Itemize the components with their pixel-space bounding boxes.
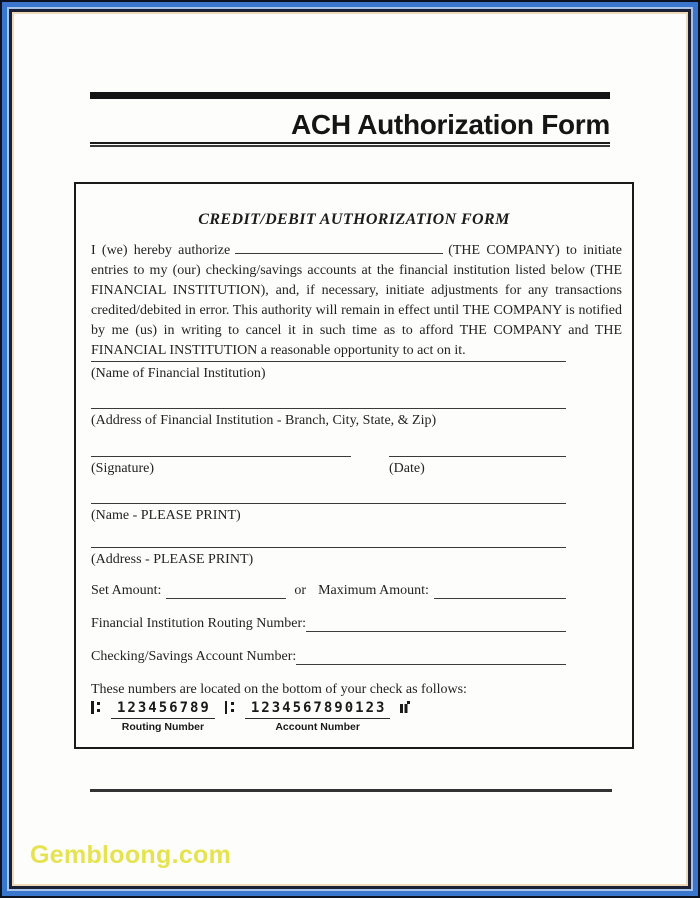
address-print-line[interactable] (91, 547, 566, 548)
micr-routing-group (111, 699, 215, 733)
amount-row (91, 583, 566, 599)
field-financial-institution-address (91, 408, 566, 429)
date-label: (Date) (389, 461, 425, 476)
financial-institution-address-line[interactable] (91, 408, 566, 409)
micr-strip (91, 699, 410, 733)
header-double-rule (90, 142, 610, 147)
name-print-label: (Name - PLEASE PRINT) (91, 508, 241, 523)
header-thick-rule (90, 92, 610, 99)
set-amount-line[interactable] (166, 583, 286, 599)
micr-account-digits: 1234567890123 (245, 700, 391, 719)
maximum-amount-line[interactable] (434, 583, 566, 599)
footer-rule (90, 789, 612, 792)
micr-onus-icon (400, 701, 410, 714)
field-date (389, 456, 566, 477)
address-print-label: (Address - PLEASE PRINT) (91, 552, 254, 567)
intro-text-before: I (we) hereby authorize (91, 243, 231, 258)
financial-institution-address-label: (Address of Financial Institution - Branch, City, State, & Zip) (91, 413, 437, 428)
signature-label: (Signature) (91, 461, 154, 476)
document-page (14, 14, 686, 884)
form-title: CREDIT/DEBIT AUTHORIZATION FORM (198, 211, 510, 228)
company-name-blank-line[interactable] (235, 240, 443, 254)
check-note: These numbers are located on the bottom of your check as follows: (91, 682, 467, 697)
name-print-line[interactable] (91, 503, 566, 504)
light-blue-frame (7, 7, 693, 891)
micr-routing-digits: 123456789 (111, 700, 215, 719)
intro-text-after: (THE COMPANY) to initiate entries to my (our) checking/savings accounts at the financial institution listed below (THE FINANCIAL INSTITUTION), and, if necessary, initiate adjustments for any transactions credited/debited in error. This authority will remain in effect until THE COMPANY is notified by me (us) in writing to cancel it in such time as to afford THE COMPANY and THE FINANCIAL INSTITUTION a reasonable opportunity to act on it. (91, 243, 622, 358)
account-number-row (91, 649, 566, 665)
tan-frame (12, 12, 688, 886)
date-line[interactable] (389, 456, 566, 457)
authorization-form-box (74, 182, 634, 749)
blue-frame (2, 2, 698, 896)
financial-institution-name-label: (Name of Financial Institution) (91, 366, 266, 381)
routing-number-line[interactable] (306, 616, 566, 632)
routing-number-caption: Routing Number (121, 721, 205, 733)
or-label: or (294, 583, 307, 598)
maximum-amount-label: Maximum Amount: (318, 583, 429, 598)
micr-transit-icon (225, 701, 235, 714)
set-amount-label: Set Amount: (91, 583, 162, 598)
authorization-paragraph (91, 240, 622, 361)
routing-number-label: Financial Institution Routing Number: (91, 616, 307, 631)
navy-frame (9, 9, 691, 889)
micr-account-group (245, 699, 391, 733)
field-name-print (91, 503, 566, 524)
field-financial-institution-name (91, 361, 566, 382)
account-number-caption: Account Number (275, 721, 360, 733)
account-number-label: Checking/Savings Account Number: (91, 649, 297, 664)
financial-institution-name-line[interactable] (91, 361, 566, 362)
signature-line[interactable] (91, 456, 351, 457)
field-signature (91, 456, 351, 477)
field-address-print (91, 547, 566, 568)
document-title: ACH Authorization Form (291, 109, 610, 140)
watermark-text: Gembloong.com (30, 841, 232, 869)
account-number-line[interactable] (296, 649, 566, 665)
micr-transit-icon (91, 701, 101, 714)
routing-number-row (91, 616, 566, 632)
